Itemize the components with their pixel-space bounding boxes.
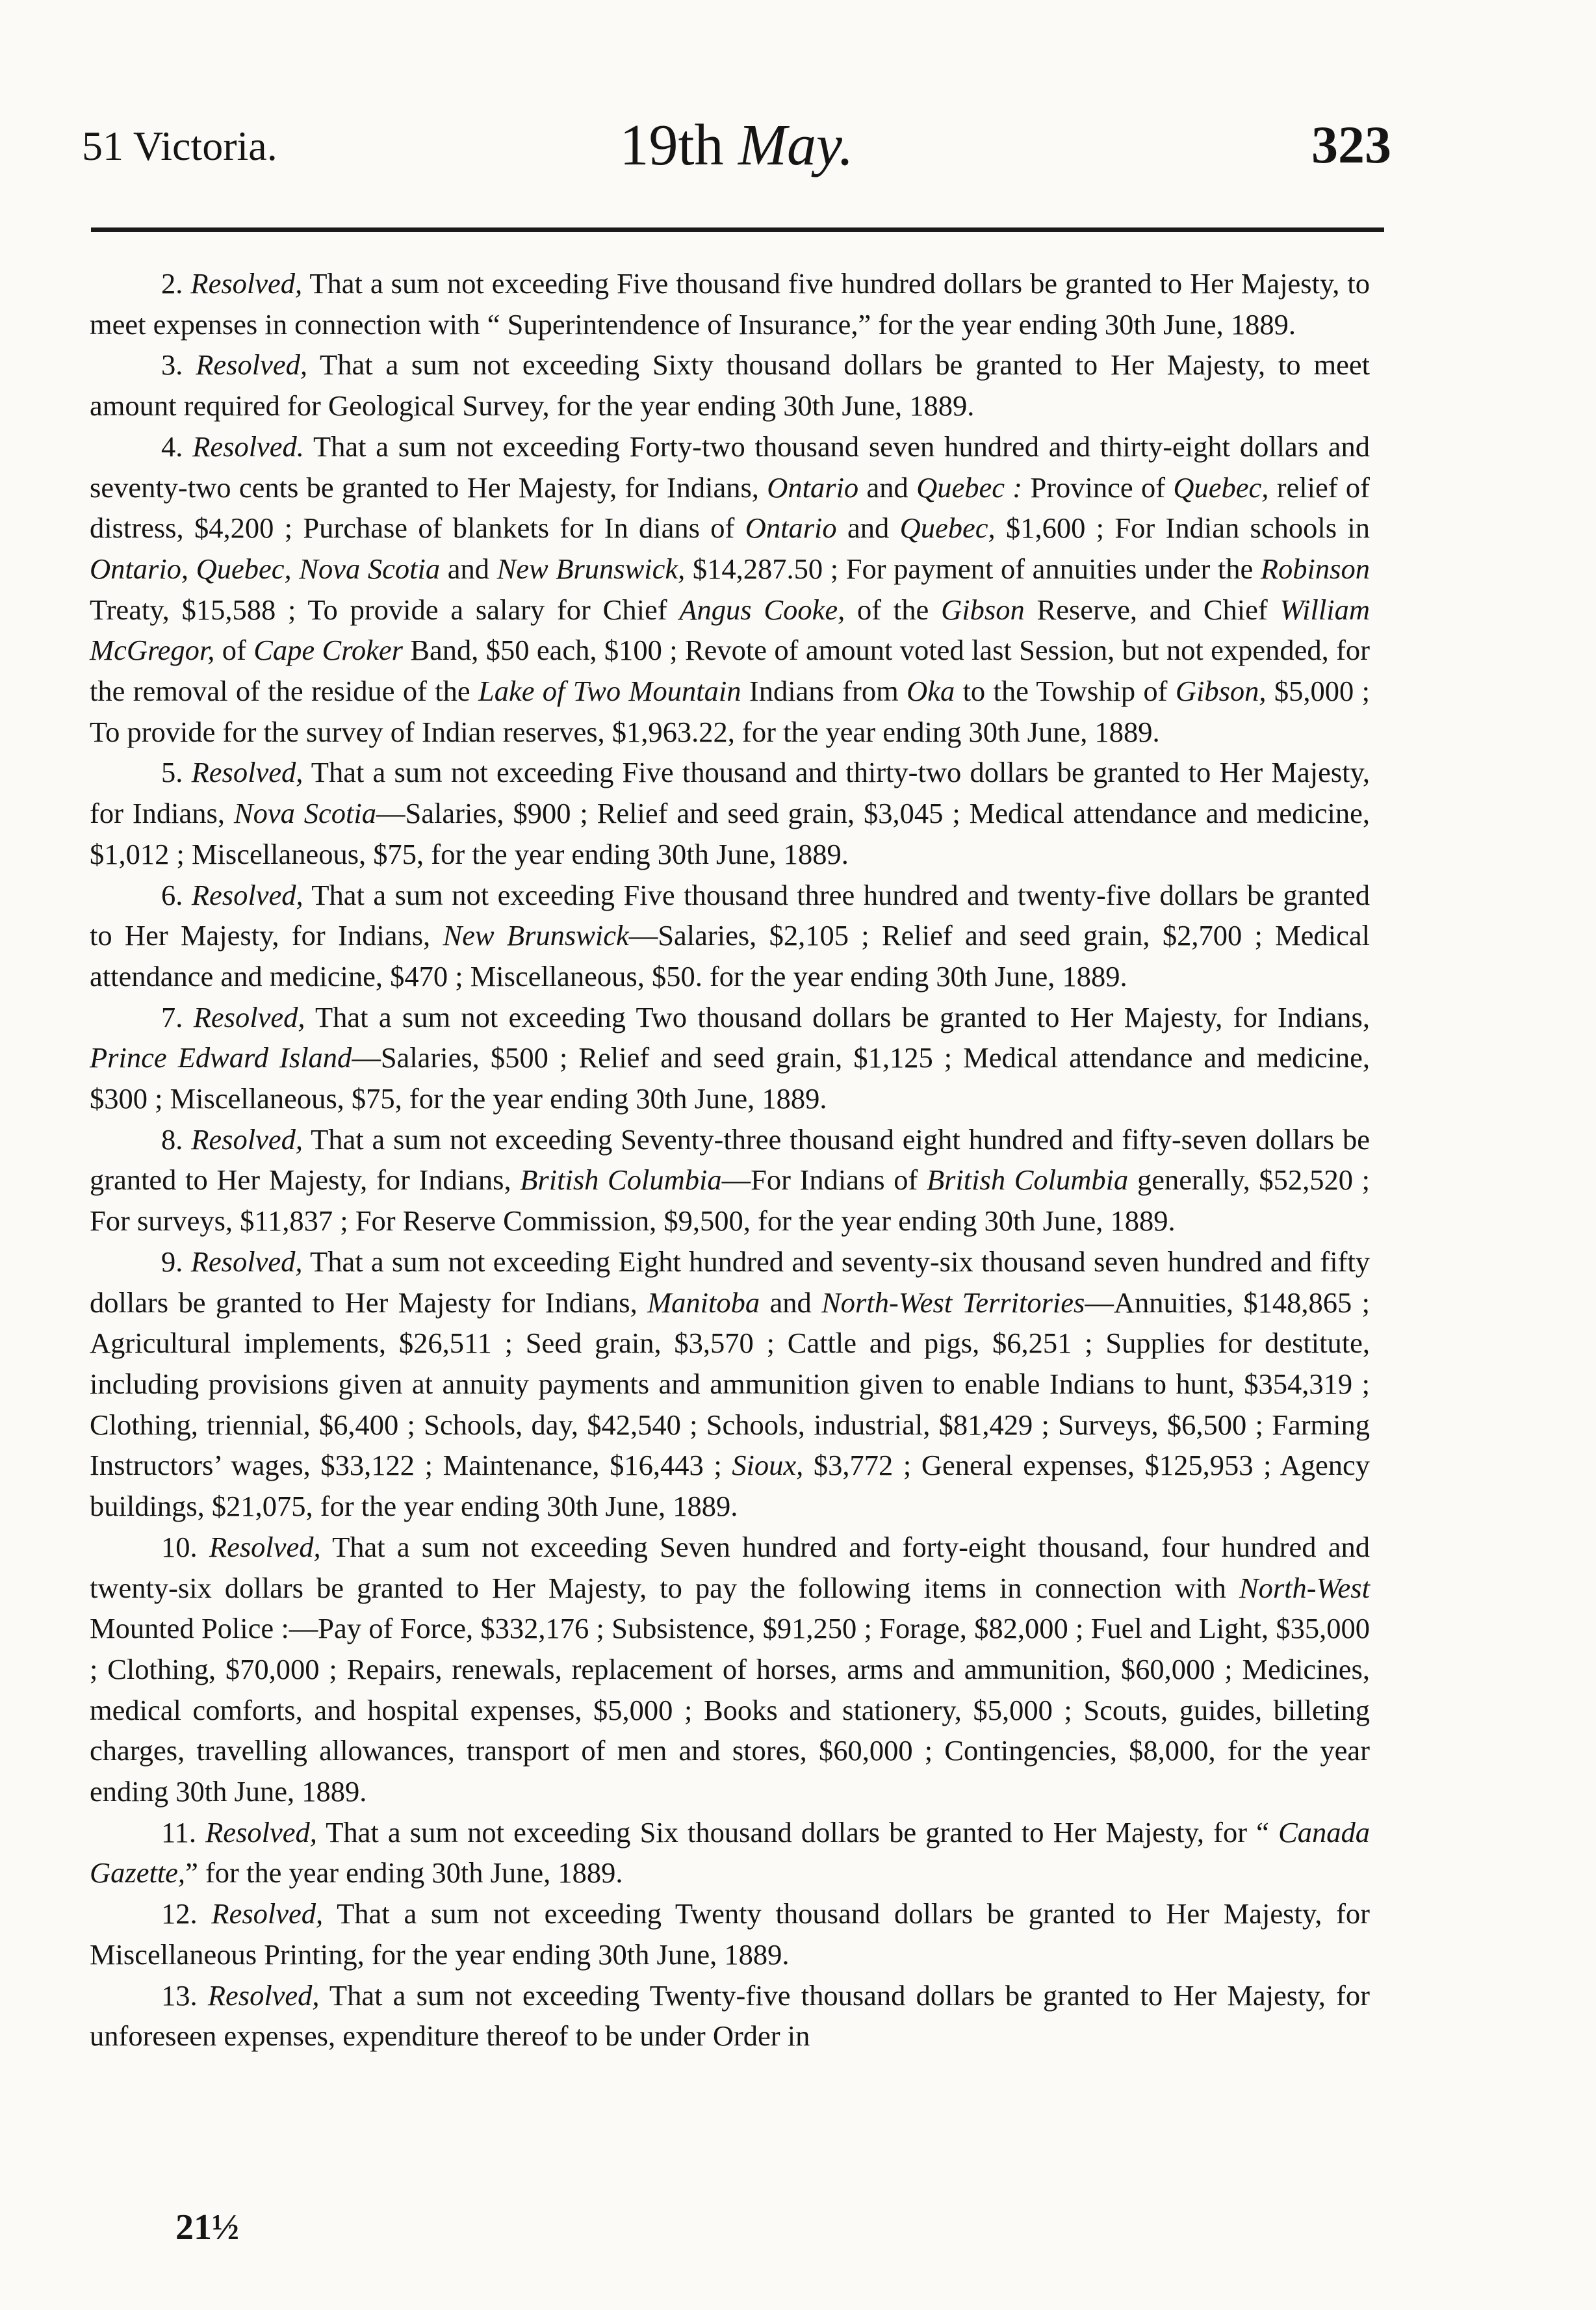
- page-date: [82, 112, 1391, 179]
- text-run: Treaty, $15,588 ; To provide a salary for Chief: [90, 593, 680, 626]
- header-rule: [91, 227, 1384, 232]
- text-run: That a sum not exceeding Twenty thousand dollars be granted to Her Majesty, for Miscellaneous Printing, for the year ending 30th June, 1889.: [90, 1897, 1370, 1971]
- text-run: —Salaries, $500 ; Relief and seed grain, $1,125 ; Medical attendance and medicine, $300 ; Miscellaneous, $75, for the year ending 30th June, 1889.: [90, 1041, 1370, 1115]
- resolution-paragraph: [90, 1527, 1370, 1812]
- text-run: Reserve, and Chief: [1024, 593, 1280, 626]
- italic-text-run: Resolved,: [190, 1245, 303, 1278]
- date-month: May.: [738, 113, 854, 177]
- italic-text-run: British Columbia: [926, 1163, 1129, 1197]
- italic-text-run: Resolved,: [191, 1123, 303, 1156]
- text-run: That a sum not exceeding Seventy-three thousand eight hundred and fifty-seven dollars be granted to Her Majesty, for Indians,: [90, 1123, 1370, 1197]
- text-run: That a sum not exceeding Five thousand three hundred and twenty-five dollars be granted to Her Majesty, for Indians,: [90, 878, 1370, 952]
- text-run: 7.: [161, 1000, 194, 1033]
- text-run: —Salaries, $900 ; Relief and seed grain, $3,045 ; Medical attendance and medicine, $1,012 ; Miscellaneous, $75, for the year ending 30th June, 1889.: [90, 797, 1370, 870]
- italic-text-run: Nova Scotia: [233, 797, 377, 830]
- italic-text-run: Angus Cooke,: [679, 593, 845, 626]
- resolution-paragraph: [90, 1893, 1370, 1975]
- resolution-paragraph: [90, 344, 1370, 426]
- italic-text-run: Resolved.: [192, 430, 304, 463]
- text-run: 2.: [161, 267, 191, 300]
- text-run: of: [214, 634, 254, 667]
- text-run: That a sum not exceeding Eight hundred and seventy-six thousand seven hundred and fifty dollars be granted to Her Majesty for Indians,: [90, 1245, 1370, 1319]
- regnal-year: 51 Victoria.: [82, 123, 277, 169]
- italic-text-run: Resolved,: [205, 1815, 317, 1849]
- text-run: Mounted Police :—Pay of Force, $332,176 ; Subsistence, $91,250 ; Forage, $82,000 ; Fuel and Light, $35,000 ; Clothing, $70,000 ; Repairs, renewals, replacement of horses, arms and ammunition, $60,000 ; Medicines, medical comforts, and hospital expenses, $5,000 ; Books and stationery, $5,000 ; Scouts, guides, billeting charges, travelling allowances, transport of men and stores, $60,000 ; Contingencies, $8,000, for the year ending 30th June, 1889.: [90, 1612, 1370, 1808]
- page-number: 323: [1311, 115, 1391, 174]
- italic-text-run: Oka: [907, 675, 955, 708]
- text-run: That a sum not exceeding Seven hundred and forty-eight thousand, four hundred and twenty-six dollars be granted to Her Majesty, to pay the following items in connection with: [90, 1530, 1371, 1604]
- italic-text-run: Quebec,: [899, 512, 996, 545]
- text-run: That a sum not exceeding Forty-two thousand seven hundred and thirty-eight dollars and seventy-two cents be granted to Her Majesty, for Indians,: [90, 430, 1370, 504]
- resolutions-text: [90, 263, 1370, 2057]
- text-run: and: [858, 471, 917, 504]
- text-run: That a sum not exceeding Five thousand and thirty-two dollars be granted to Her Majesty, for Indians,: [90, 756, 1370, 830]
- printer-signature-mark: 21½: [175, 2207, 239, 2248]
- text-run: —Salaries, $2,105 ; Relief and seed grain, $2,700 ; Medical attendance and medicine, $470 ; Miscellaneous, $50. for the year ending 30th June, 1889.: [90, 919, 1370, 993]
- text-run: $1,600 ; For Indian schools in: [995, 512, 1370, 545]
- italic-text-run: Resolved,: [211, 1897, 324, 1930]
- italic-text-run: North-West: [1239, 1571, 1370, 1604]
- text-run: and: [440, 552, 497, 585]
- text-run: 5.: [161, 756, 192, 789]
- text-run: 6.: [161, 878, 192, 911]
- text-run: $3,772 ; General expenses, $125,953 ; Agency buildings, $21,075, for the year ending 30th June, 1889.: [90, 1449, 1371, 1523]
- text-run: ” for the year ending 30th June, 1889.: [185, 1856, 623, 1889]
- italic-text-run: Quebec,: [1173, 471, 1269, 504]
- italic-text-run: William McGregor,: [90, 593, 1371, 667]
- italic-text-run: Ontario: [767, 471, 859, 504]
- text-run: 12.: [161, 1897, 212, 1930]
- italic-text-run: New Brunswick: [443, 919, 629, 952]
- italic-text-run: Resolved,: [209, 1530, 321, 1563]
- italic-text-run: Gibson,: [1175, 675, 1267, 708]
- text-run: That a sum not exceeding Sixty thousand dollars be granted to Her Majesty, to meet amount required for Geological Survey, for the year ending 30th June, 1889.: [90, 348, 1370, 422]
- text-run: 10.: [161, 1530, 209, 1563]
- italic-text-run: Resolved,: [207, 1979, 320, 2012]
- text-run: relief of distress, $4,200 ; Purchase of blankets for In dians of: [90, 471, 1370, 545]
- resolution-paragraph: [90, 1975, 1370, 2057]
- text-run: That a sum not exceeding Two thousand dollars be granted to Her Majesty, for Indians,: [305, 1000, 1371, 1033]
- resolution-paragraph: [90, 997, 1370, 1119]
- text-run: 3.: [161, 348, 196, 382]
- text-run: 8.: [161, 1123, 192, 1156]
- italic-text-run: Robinson: [1260, 552, 1370, 585]
- italic-text-run: Ontario: [745, 512, 837, 545]
- italic-text-run: Sioux,: [732, 1449, 804, 1482]
- italic-text-run: Resolved,: [196, 348, 307, 382]
- italic-text-run: Prince Edward Island: [90, 1041, 352, 1074]
- italic-text-run: Resolved,: [191, 756, 303, 789]
- text-run: $14,287.50 ; For payment of annuities under the: [685, 552, 1261, 585]
- text-run: That a sum not exceeding Six thousand dollars be granted to Her Majesty, for “: [316, 1815, 1279, 1849]
- italic-text-run: Manitoba: [647, 1286, 760, 1319]
- text-run: That a sum not exceeding Five thousand five hundred dollars be granted to Her Majesty, to meet expenses in connection with “ Superintendence of Insurance,” for the year ending 30th June, 1889.: [90, 267, 1371, 341]
- italic-text-run: Resolved,: [191, 878, 303, 911]
- italic-text-run: Cape Croker: [253, 634, 403, 667]
- resolution-paragraph: [90, 752, 1370, 874]
- italic-text-run: Ontario, Quebec, Nova Scotia: [90, 552, 441, 585]
- text-run: generally, $52,520 ; For surveys, $11,837 ; For Reserve Commission, $9,500, for the year ending 30th June, 1889.: [90, 1163, 1371, 1238]
- text-run: 9.: [161, 1245, 191, 1278]
- text-run: That a sum not exceeding Twenty-five thousand dollars be granted to Her Majesty, for unforeseen expenses, expenditure thereof to be under Order in: [90, 1979, 1371, 2053]
- text-run: $5,000 ; To provide for the survey of Indian reserves, $1,963.22, for the year ending 30th June, 1889.: [90, 675, 1370, 748]
- resolution-paragraph: [90, 1812, 1370, 1893]
- text-run: to the Towship of: [955, 675, 1176, 708]
- resolution-paragraph: [90, 875, 1370, 997]
- text-run: 4.: [161, 430, 193, 463]
- running-header: [82, 97, 1391, 175]
- resolution-paragraph: [90, 426, 1370, 753]
- italic-text-run: New Brunswick,: [496, 552, 686, 585]
- text-run: —Annuities, $148,865 ; Agricultural implements, $26,511 ; Seed grain, $3,570 ; Cattle and pigs, $6,251 ; Supplies for destitute, including provisions given at annuity payments and ammunition given to enable Indians to hunt, $354,319 ; Clothing, triennial, $6,400 ; Schools, day, $42,540 ; Schools, industrial, $81,429 ; Surveys, $6,500 ; Farming Instructors’ wages, $33,122 ; Maintenance, $16,443 ;: [90, 1286, 1370, 1482]
- text-run: and: [836, 512, 900, 545]
- text-run: Province of: [1022, 471, 1174, 504]
- text-run: —For Indians of: [721, 1163, 927, 1197]
- resolution-paragraph: [90, 1241, 1370, 1527]
- italic-text-run: Quebec :: [916, 471, 1023, 504]
- text-run: 11.: [161, 1815, 206, 1849]
- italic-text-run: Resolved,: [193, 1000, 305, 1033]
- italic-text-run: Resolved,: [190, 267, 303, 300]
- text-run: Band, $50 each, $100 ; Revote of amount voted last Session, but not expended, for the removal of the residue of the: [90, 634, 1370, 708]
- text-run: of the: [845, 593, 942, 626]
- italic-text-run: Gibson: [941, 593, 1025, 626]
- italic-text-run: North-West Territories: [821, 1286, 1085, 1319]
- text-run: Indians from: [741, 675, 907, 708]
- resolution-paragraph: [90, 1119, 1370, 1241]
- italic-text-run: Canada Gazette,: [90, 1815, 1370, 1889]
- text-run: 13.: [161, 1979, 208, 2012]
- date-day: 19th: [619, 113, 724, 177]
- text-run: and: [760, 1286, 822, 1319]
- italic-text-run: Lake of Two Mountain: [478, 675, 741, 708]
- resolution-paragraph: [90, 263, 1370, 344]
- italic-text-run: British Columbia: [520, 1163, 722, 1197]
